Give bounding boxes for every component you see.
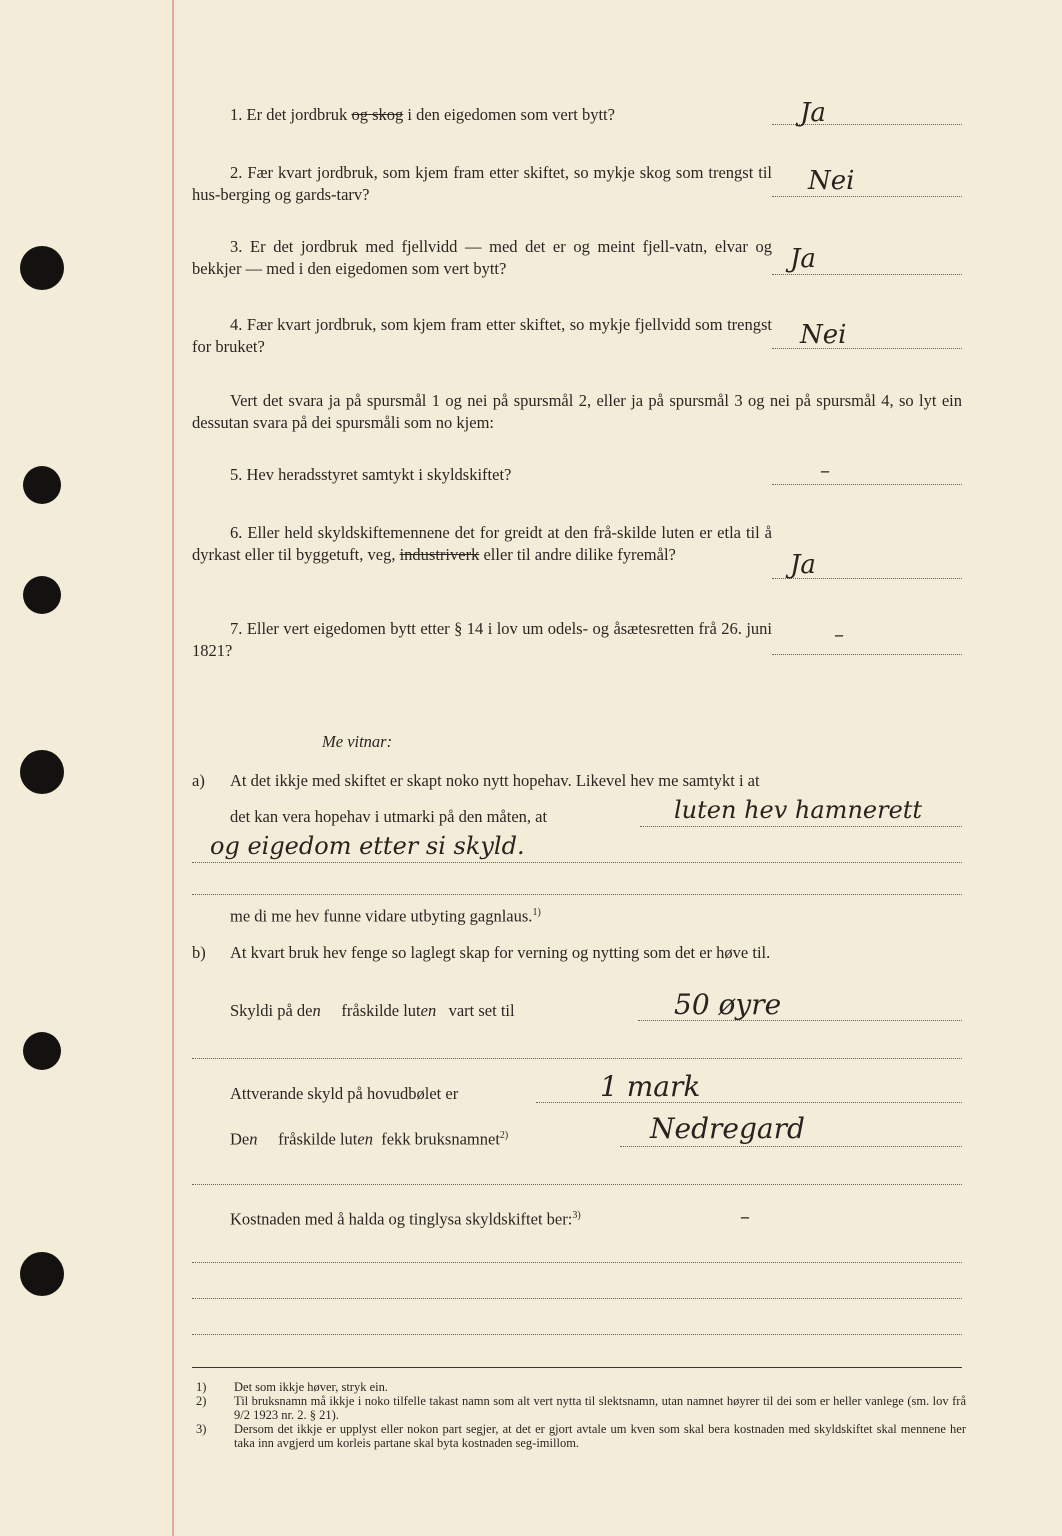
skyld-line: Skyldi på den fråskilde luten vart set til bbox=[230, 1001, 515, 1020]
item-a-line-3: me di me hev funne vidare utbyting gagnlaus.$^{1)}$ bbox=[230, 906, 541, 926]
question-7: 7. Eller vert eigedomen bytt etter § 14 i lov um odels- og åsætesretten frå 26. juni 1821? bbox=[192, 619, 772, 660]
answer-line bbox=[192, 1262, 962, 1263]
item-label-a: a) bbox=[192, 771, 205, 790]
punch-hole bbox=[23, 1032, 61, 1070]
item-a-line-2: det kan vera hopehav i utmarki på den måten, at bbox=[230, 807, 548, 826]
section-heading: Me vitnar: bbox=[322, 732, 393, 751]
item-label-b: b) bbox=[192, 943, 206, 962]
punch-hole bbox=[20, 750, 64, 794]
attverande-label: Attverande skyld på hovudbølet er bbox=[230, 1084, 459, 1103]
conditional-instruction: Vert det svara ja på spursmål 1 og nei på spursmål 2, eller ja på spursmål 3 og nei på spursmål 4, so lyt ein dessutan svara på dei spursmåli som no kjem: bbox=[192, 391, 962, 432]
kostnad-value: – bbox=[740, 1204, 750, 1228]
skyld-value: 50 øyre bbox=[674, 988, 782, 1021]
answer-line bbox=[620, 1146, 962, 1147]
answer-line bbox=[772, 196, 962, 197]
footnote: 1) Det som ikkje høver, stryk ein. bbox=[196, 1380, 388, 1394]
footnote: 2) Til bruksnamn må ikkje i noko tilfelle takast namn som alt vert nytta til slektsnamn, utan namnet høyrer til dei som er heller vanlege (sm. lov frå 9/2 1923 nr. 2. § 21). bbox=[196, 1394, 966, 1422]
answer-1: Ja bbox=[800, 98, 826, 128]
answer-line bbox=[192, 1298, 962, 1299]
answer-5: – bbox=[820, 458, 830, 482]
answer-7: – bbox=[834, 622, 844, 646]
question-4: 4. Fær kvart jordbruk, som kjem fram etter skiftet, so mykje fjellvidd som trengst for bruket? bbox=[192, 315, 772, 356]
punch-hole bbox=[23, 466, 61, 504]
answer-line bbox=[192, 1184, 962, 1185]
item-a-line-1: At det ikkje med skiftet er skapt noko nytt hopehav. Likevel hev me samtykt i at bbox=[230, 771, 760, 790]
answer-line bbox=[640, 826, 962, 827]
punch-hole bbox=[23, 576, 61, 614]
answer-line bbox=[772, 484, 962, 485]
handwritten-text: luten hev hamnerett bbox=[674, 796, 923, 824]
answer-line bbox=[192, 1058, 962, 1059]
struck-text: industriverk bbox=[399, 545, 480, 564]
handwritten-suffix: en bbox=[420, 1001, 437, 1020]
question-5: 5. Hev heradsstyret samtykt i skyldskiftet? bbox=[230, 465, 512, 484]
bruksnamn-value: Nedregard bbox=[650, 1112, 805, 1145]
footnote: 3) Dersom det ikkje er upplyst eller nokon part segjer, at det er gjort avtale um kven som skal bera kostnaden med skyldskiftet skal mennene her taka inn avgjerd um korleis partane skal byta kostnaden seg-imillom. bbox=[196, 1422, 966, 1450]
answer-line bbox=[192, 1334, 962, 1335]
handwritten-text: og eigedom etter si skyld. bbox=[210, 832, 525, 860]
answer-6: Ja bbox=[790, 550, 816, 580]
question-6: 6. Eller held skyldskiftemennene det for greidt at den frå-skilde luten er etla til å dyrkast eller til byggetuft, veg, industriverk eller til andre dilike fyremål? bbox=[192, 523, 773, 564]
kostnad-line: Kostnaden med å halda og tinglysa skyldskiftet ber:$^{3)}$ bbox=[230, 1209, 581, 1229]
handwritten-suffix: n bbox=[312, 1001, 321, 1020]
punch-hole bbox=[20, 246, 64, 290]
margin-rule bbox=[172, 0, 174, 1536]
answer-line bbox=[192, 894, 962, 895]
bruksnamn-line: Den fråskilde luten fekk bruksnamnet$^{2)}$ bbox=[230, 1129, 509, 1149]
footnote-rule bbox=[192, 1367, 962, 1368]
item-b-line: At kvart bruk hev fenge so laglegt skap for verning og nytting som det er høve til. bbox=[230, 943, 771, 962]
question-2: 2. Fær kvart jordbruk, som kjem fram etter skiftet, so mykje skog som trengst til hus-berging og gards-tarv? bbox=[192, 163, 772, 204]
handwritten-suffix: en bbox=[357, 1129, 373, 1149]
punch-hole bbox=[20, 1252, 64, 1296]
question-1: 1. Er det jordbruk og skog i den eigedomen som vert bytt? bbox=[230, 105, 615, 124]
answer-4: Nei bbox=[800, 320, 847, 350]
footnotes bbox=[196, 1380, 966, 1450]
struck-text: og skog bbox=[351, 105, 404, 124]
question-3: 3. Er det jordbruk med fjellvidd — med det er og meint fjell-vatn, elvar og bekkjer — med i den eigedomen som vert bytt? bbox=[192, 237, 772, 278]
answer-line bbox=[192, 862, 962, 863]
answer-3: Ja bbox=[790, 244, 816, 274]
answer-line bbox=[772, 274, 962, 275]
answer-line bbox=[772, 654, 962, 655]
attverande-value: 1 mark bbox=[600, 1070, 701, 1103]
handwritten-suffix: n bbox=[249, 1129, 258, 1149]
answer-2: Nei bbox=[808, 166, 855, 196]
